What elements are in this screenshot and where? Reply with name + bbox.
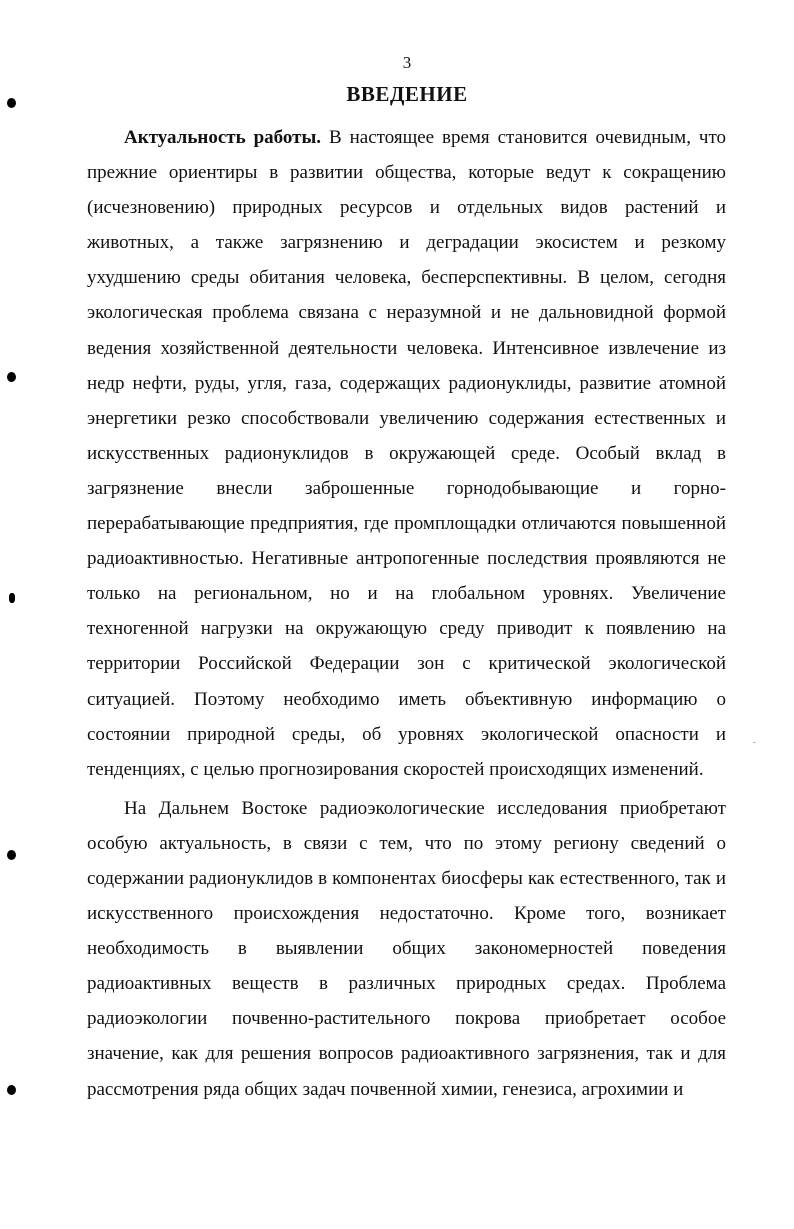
binding-hole-mark <box>9 593 15 603</box>
document-body <box>87 120 726 1107</box>
page-number: 3 <box>402 53 412 72</box>
binding-hole-mark <box>7 372 16 382</box>
paragraph-text: На Дальнем Востоке радиоэкологические исследования приобретают особую актуальность, в связи с тем, что по этому региону сведений о содержании радионуклидов в компонентах биосферы как естественного, так и искусственного происхождения недостаточно. Кроме того, возникает необходимость в выявлении общих закономерностей поведения радиоактивных веществ в различных природных средах. Проблема радиоэкологии почвенно-растительного покрова приобретает особое значение, как для решения вопросов радиоактивного загрязнения, так и для рассмотрения ряда общих задач почвенной химии, генезиса, агрохимии и <box>87 797 726 1100</box>
paragraph-far-east <box>87 791 726 1107</box>
binding-hole-mark <box>7 850 16 860</box>
paragraph-lead-heading: Актуальность работы. <box>124 127 322 148</box>
paragraph-text: В настоящее время становится очевидным, что прежние ориентиры в развитии общества, которые ведут к сокращению (исчезновению) природных ресурсов и отдельных видов растений и животных, а также загрязнению и деградации экосистем и резкому ухудшению среды обитания человека, бесперспективны. В целом, сегодня экологическая проблема связана с неразумной и не дальновидной формой ведения хозяйственной деятельности человека. Интенсивное извлечение из недр нефти, руды, угля, газа, содержащих радионуклиды, развитие атомной энергетики резко способствовали увеличению содержания естественных и искусственных радионуклидов в окружающей среде. Особый вклад в загрязнение внесли заброшенные горнодобывающие и горно-перерабатывающие предприятия, где промплощадки отличаются повышенной радиоактивностью. Негативные антропогенные последствия проявляются не только на региональном, но и на глобальном уровнях. Увеличение техногенной нагрузки на окружающую среду приводит к появлению на территории Российской Федерации зон с критической экологической ситуацией. Поэтому необходимо иметь объективную информацию о состоянии природной среды, об уровнях экологической опасности и тенденциях, с целью прогнозирования скоростей происходящих изменений. <box>87 127 726 780</box>
paragraph-relevance <box>87 120 726 787</box>
binding-hole-mark <box>7 1085 16 1095</box>
scan-speck <box>753 742 756 743</box>
page-title: ВВЕДЕНИЕ <box>346 82 468 106</box>
